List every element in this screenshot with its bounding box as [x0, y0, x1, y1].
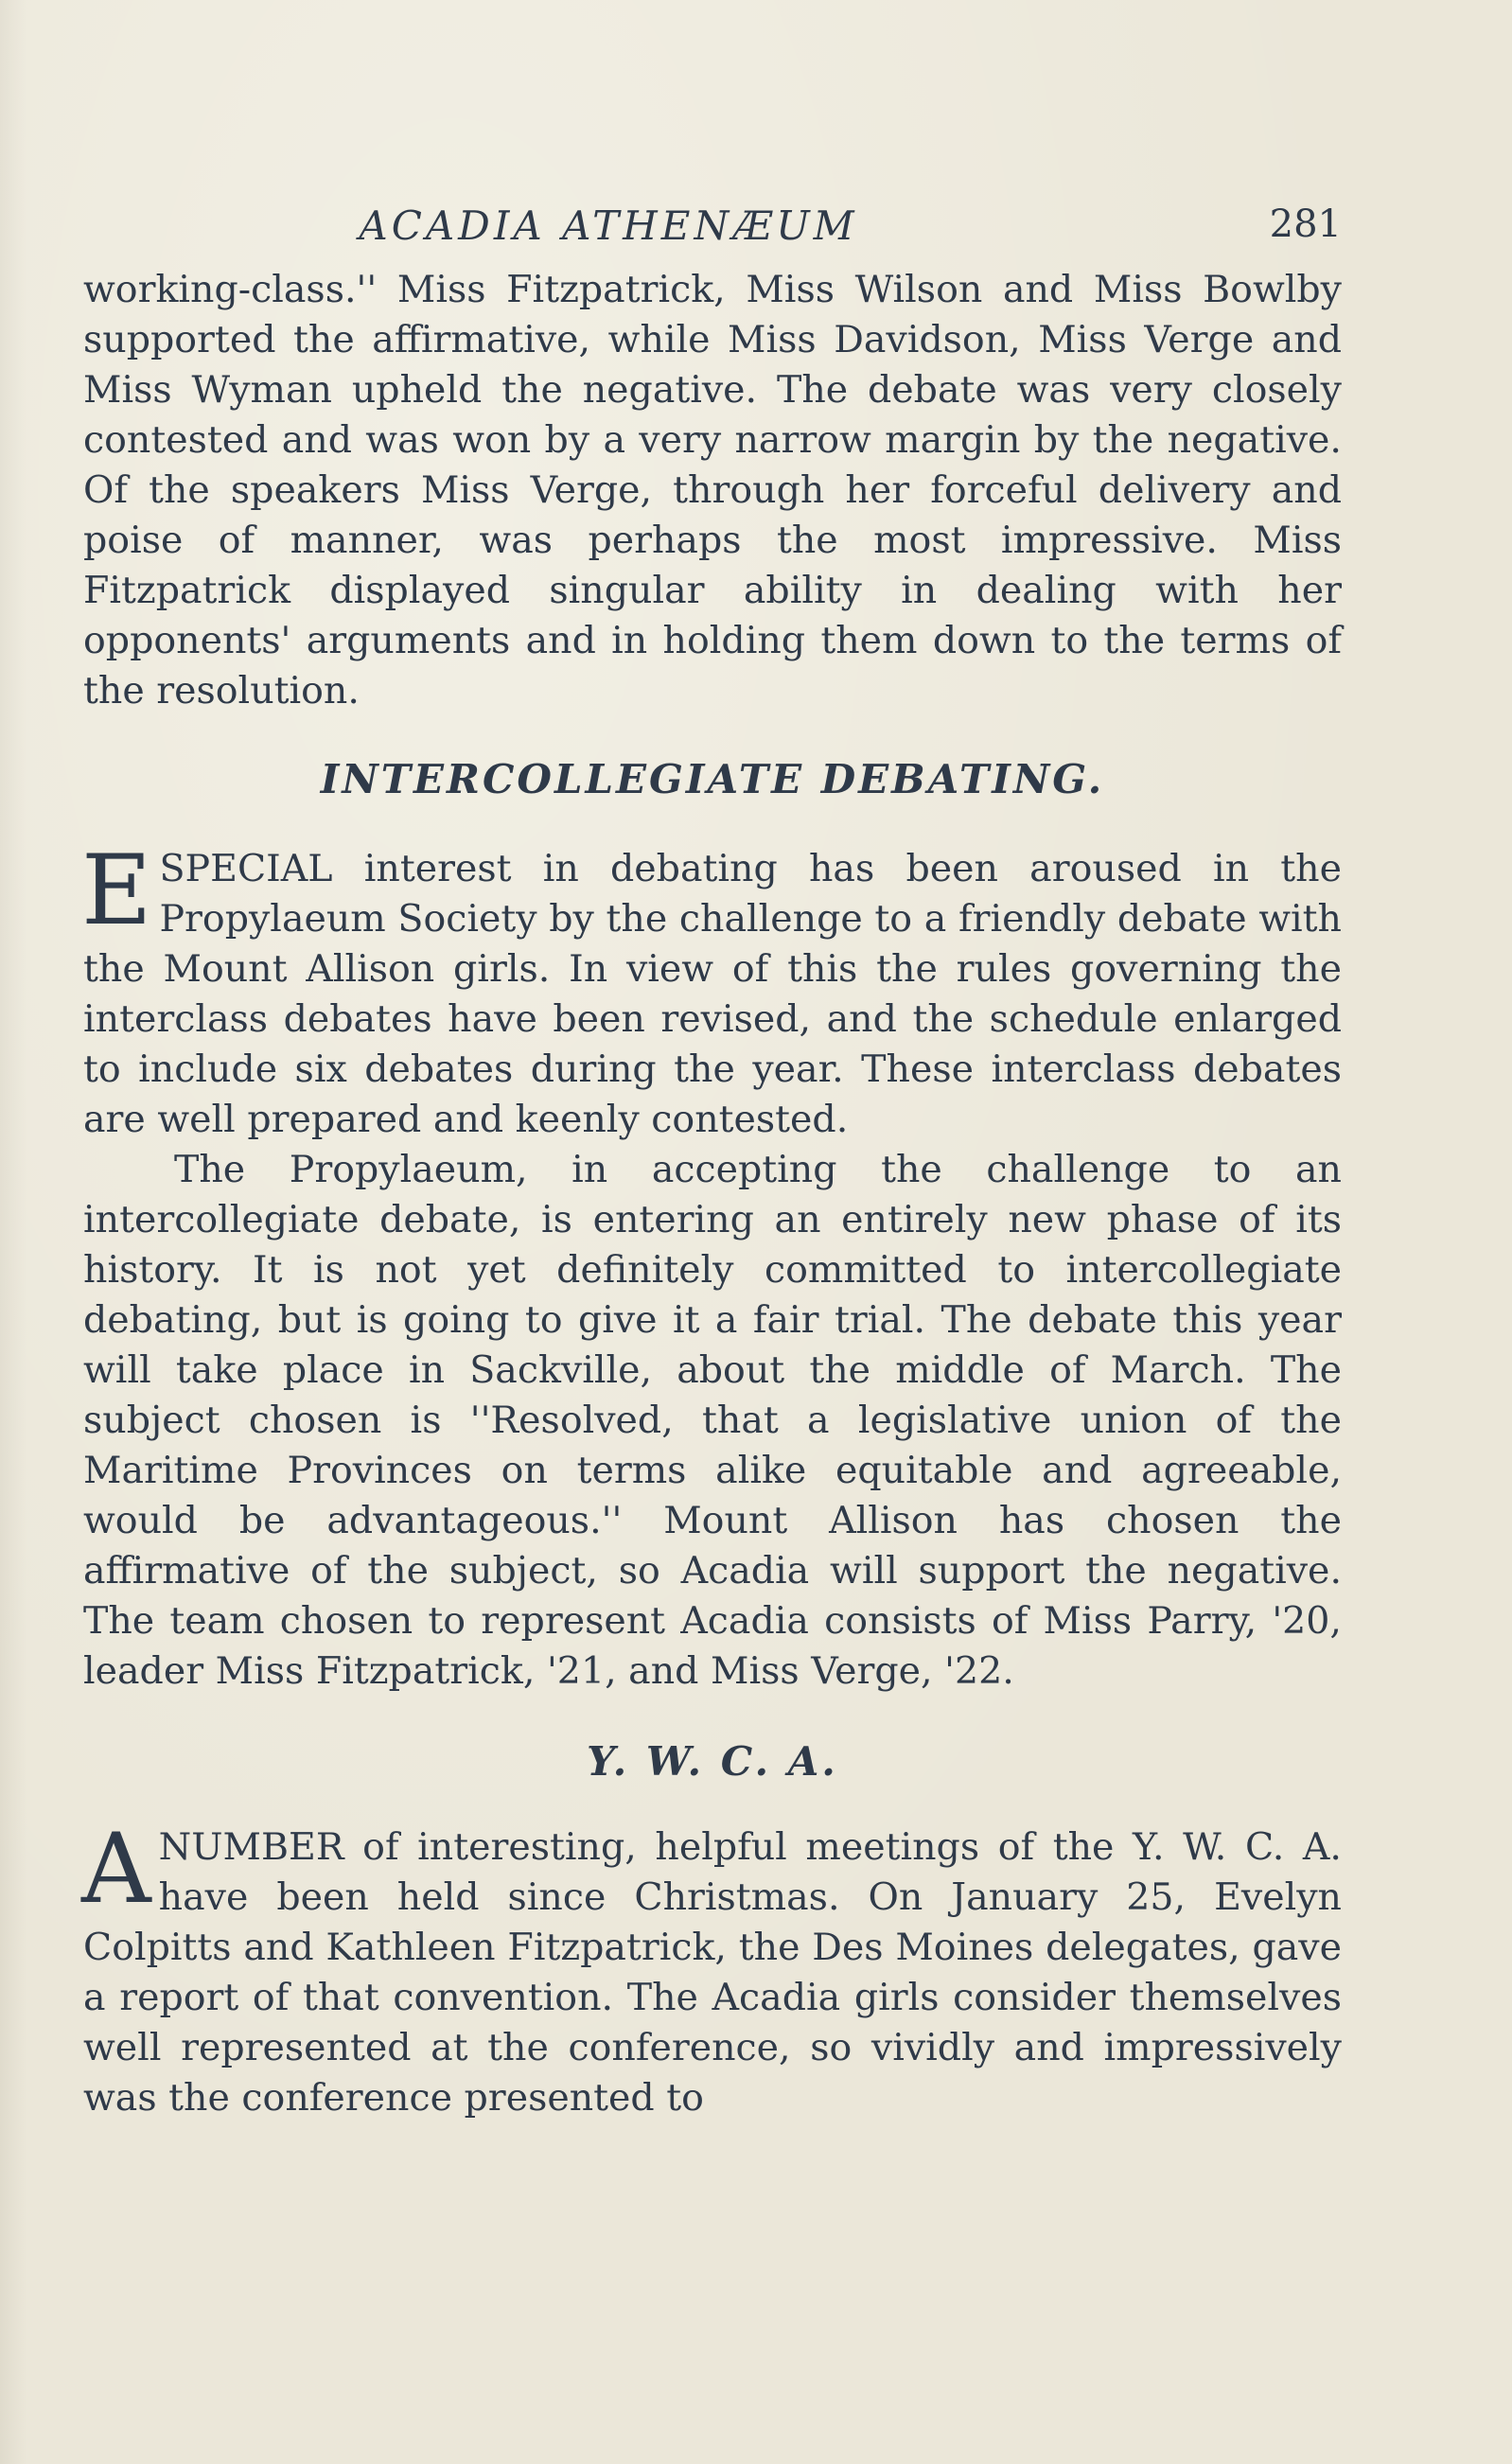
debating-paragraph-2: The Propylaeum, in accepting the challenge to an intercollegiate debate, is entering an entirely new phase of its history. It is not yet definitely committed to intercollegiate debating, but is going to give it a fair trial. The debate this year will take place in Sackville, about the middle of March. The subject chosen is ''Resolved, that a legislative union of the Maritime Provinces on terms alike equitable and agreeable, would be advantageous.'' Mount Allison has chosen the affirmative of the subject, so Acadia will support the negative. The team chosen to represent Acadia consists of Miss Parry, '20, leader Miss Fitzpatrick, '21, and Miss Verge, '22.: [83, 1148, 1342, 1693]
debating-paragraph-1: [81, 835, 1342, 1145]
drop-cap-a: A: [81, 1813, 151, 1926]
section-heading-intercollegiate-debating: INTERCOLLEGIATE DEBATING.: [320, 756, 1105, 802]
ywca-paragraph-1: [81, 1813, 1342, 2123]
journal-title: ACADIA ATHENÆUM: [359, 202, 858, 249]
book-page: [83, 189, 1342, 2123]
debating-paragraph-1-text: interest in debating has been aroused in the Propylaeum Society by the challenge to a friendly debate with the Mount Allison girls. In view of this the rules governing the interclass debates have been revised, and the schedule enlarged to include six debates during the year. These interclass debates are well prepared and keenly contested.: [83, 847, 1342, 1141]
lead-word: NUMBER: [158, 1825, 344, 1869]
section-heading-ywca: Y. W. C. A.: [587, 1738, 838, 1785]
drop-cap-e: E: [81, 835, 152, 947]
ywca-paragraph-1-text: of interesting, helpful meetings of the Y. W. C. A. have been held since Christmas. On January 25, Evelyn Colpitts and Kathleen Fitzpatrick, the Des Moines delegates, gave a report of that convention. The Acadia girls consider themselves well represented at the conference, so vividly and impressively was the conference presented to: [83, 1825, 1342, 2120]
running-header: [83, 189, 1342, 265]
intro-paragraph: working-class.'' Miss Fitzpatrick, Miss Wilson and Miss Bowlby supported the affirmative, while Miss Davidson, Miss Verge and Miss Wyman upheld the negative. The debate was very closely contested and was won by a very narrow margin by the negative. Of the speakers Miss Verge, through her forceful delivery and poise of manner, was perhaps the most impressive. Miss Fitzpatrick displayed singular ability in dealing with her opponents' arguments and in holding them down to the terms of the resolution.: [83, 268, 1342, 713]
lead-word: SPECIAL: [159, 847, 333, 890]
page-number: 281: [1269, 202, 1342, 246]
